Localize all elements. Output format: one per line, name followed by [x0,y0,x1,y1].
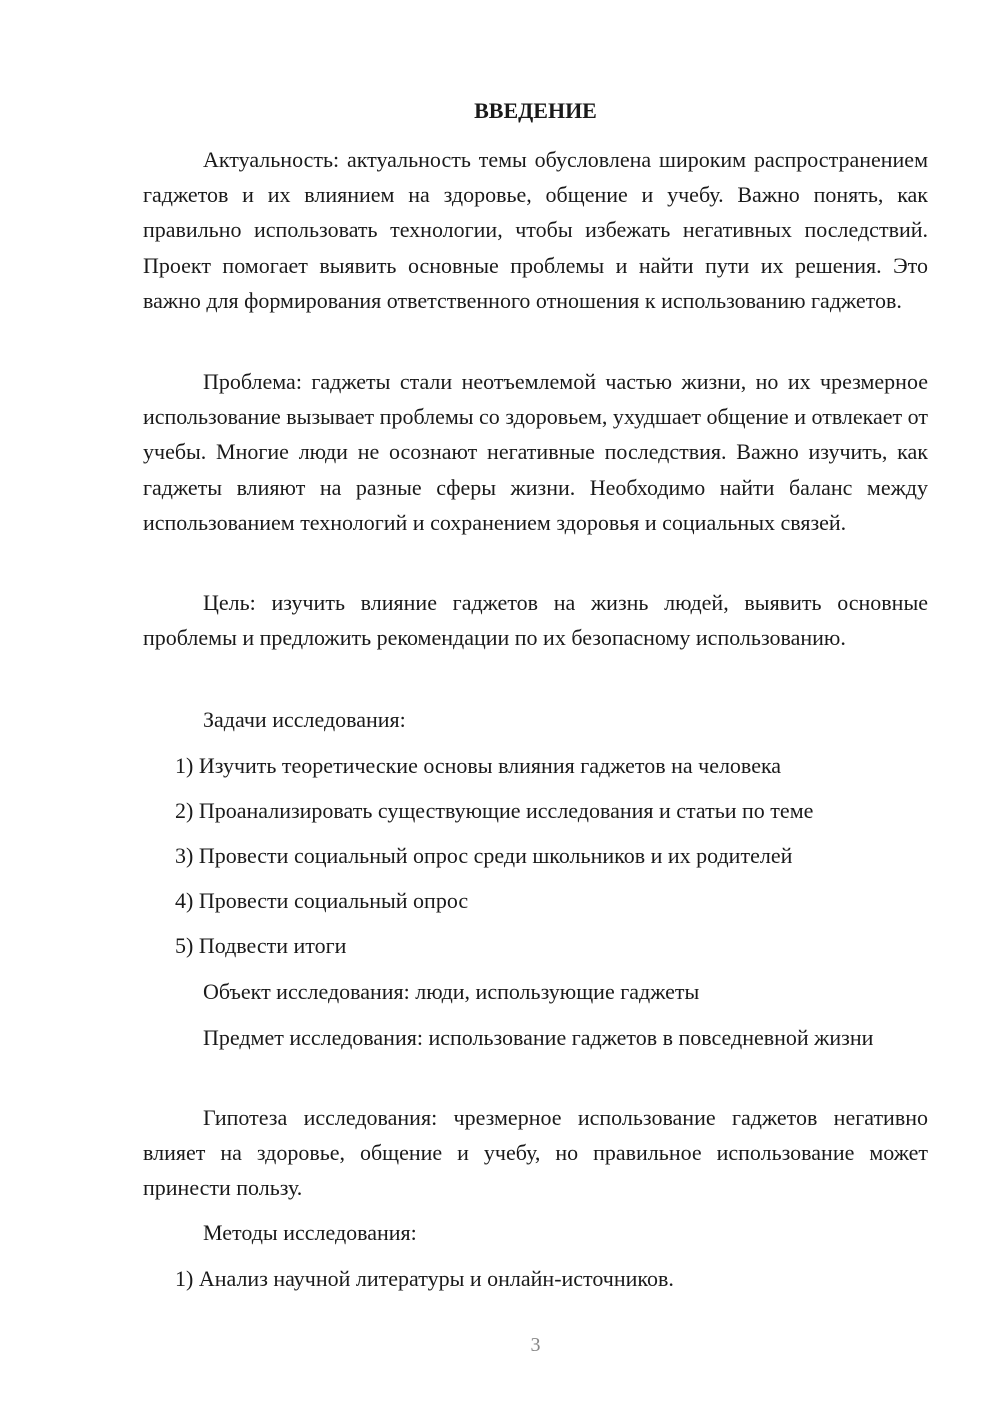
task-item: 2) Проанализировать существующие исследования и статьи по теме [175,798,814,823]
methods-heading: Методы исследования: [203,1220,417,1245]
tasks-heading: Задачи исследования: [203,707,406,732]
task-item: 4) Провести социальный опрос [175,888,469,913]
object-paragraph: Объект исследования: люди, использующие гаджеты [203,979,700,1004]
method-item: 1) Анализ научной литературы и онлайн-источников. [175,1266,674,1291]
document-page [143,0,928,1414]
task-item: 1) Изучить теоретические основы влияния гаджетов на человека [175,753,782,778]
hypothesis-paragraph: Гипотеза исследования: чрезмерное использование гаджетов негативно влияет на здоровье, общение и учебу, но правильное использование может принести пользу. [143,1105,928,1201]
subject-paragraph: Предмет исследования: использование гаджетов в повседневной жизни [203,1025,874,1050]
task-item: 5) Подвести итоги [175,933,347,958]
page-number: 3 [530,1334,541,1356]
actuality-paragraph: Актуальность: актуальность темы обусловлена широким распространением гаджетов и их влиянием на здоровье, общение и учебу. Важно понять, как правильно использовать технологии, чтобы избежать негативных последствий. Проект помогает выявить основные проблемы и найти пути их решения. Это важно для формирования ответственного отношения к использованию гаджетов. [143,147,928,313]
task-item: 3) Провести социальный опрос среди школьников и их родителей [175,843,793,868]
goal-paragraph: Цель: изучить влияние гаджетов на жизнь людей, выявить основные проблемы и предложить рекомендации по их безопасному использованию. [143,590,928,651]
section-heading: ВВЕДЕНИЕ [474,98,597,123]
problem-paragraph: Проблема: гаджеты стали неотъемлемой частью жизни, но их чрезмерное использование вызывает проблемы со здоровьем, ухудшает общение и отвлекает от учебы. Многие люди не осознают негативные последствия. Важно изучить, как гаджеты влияют на разные сферы жизни. Необходимо найти баланс между использованием технологий и сохранением здоровья и социальных связей. [143,369,928,535]
